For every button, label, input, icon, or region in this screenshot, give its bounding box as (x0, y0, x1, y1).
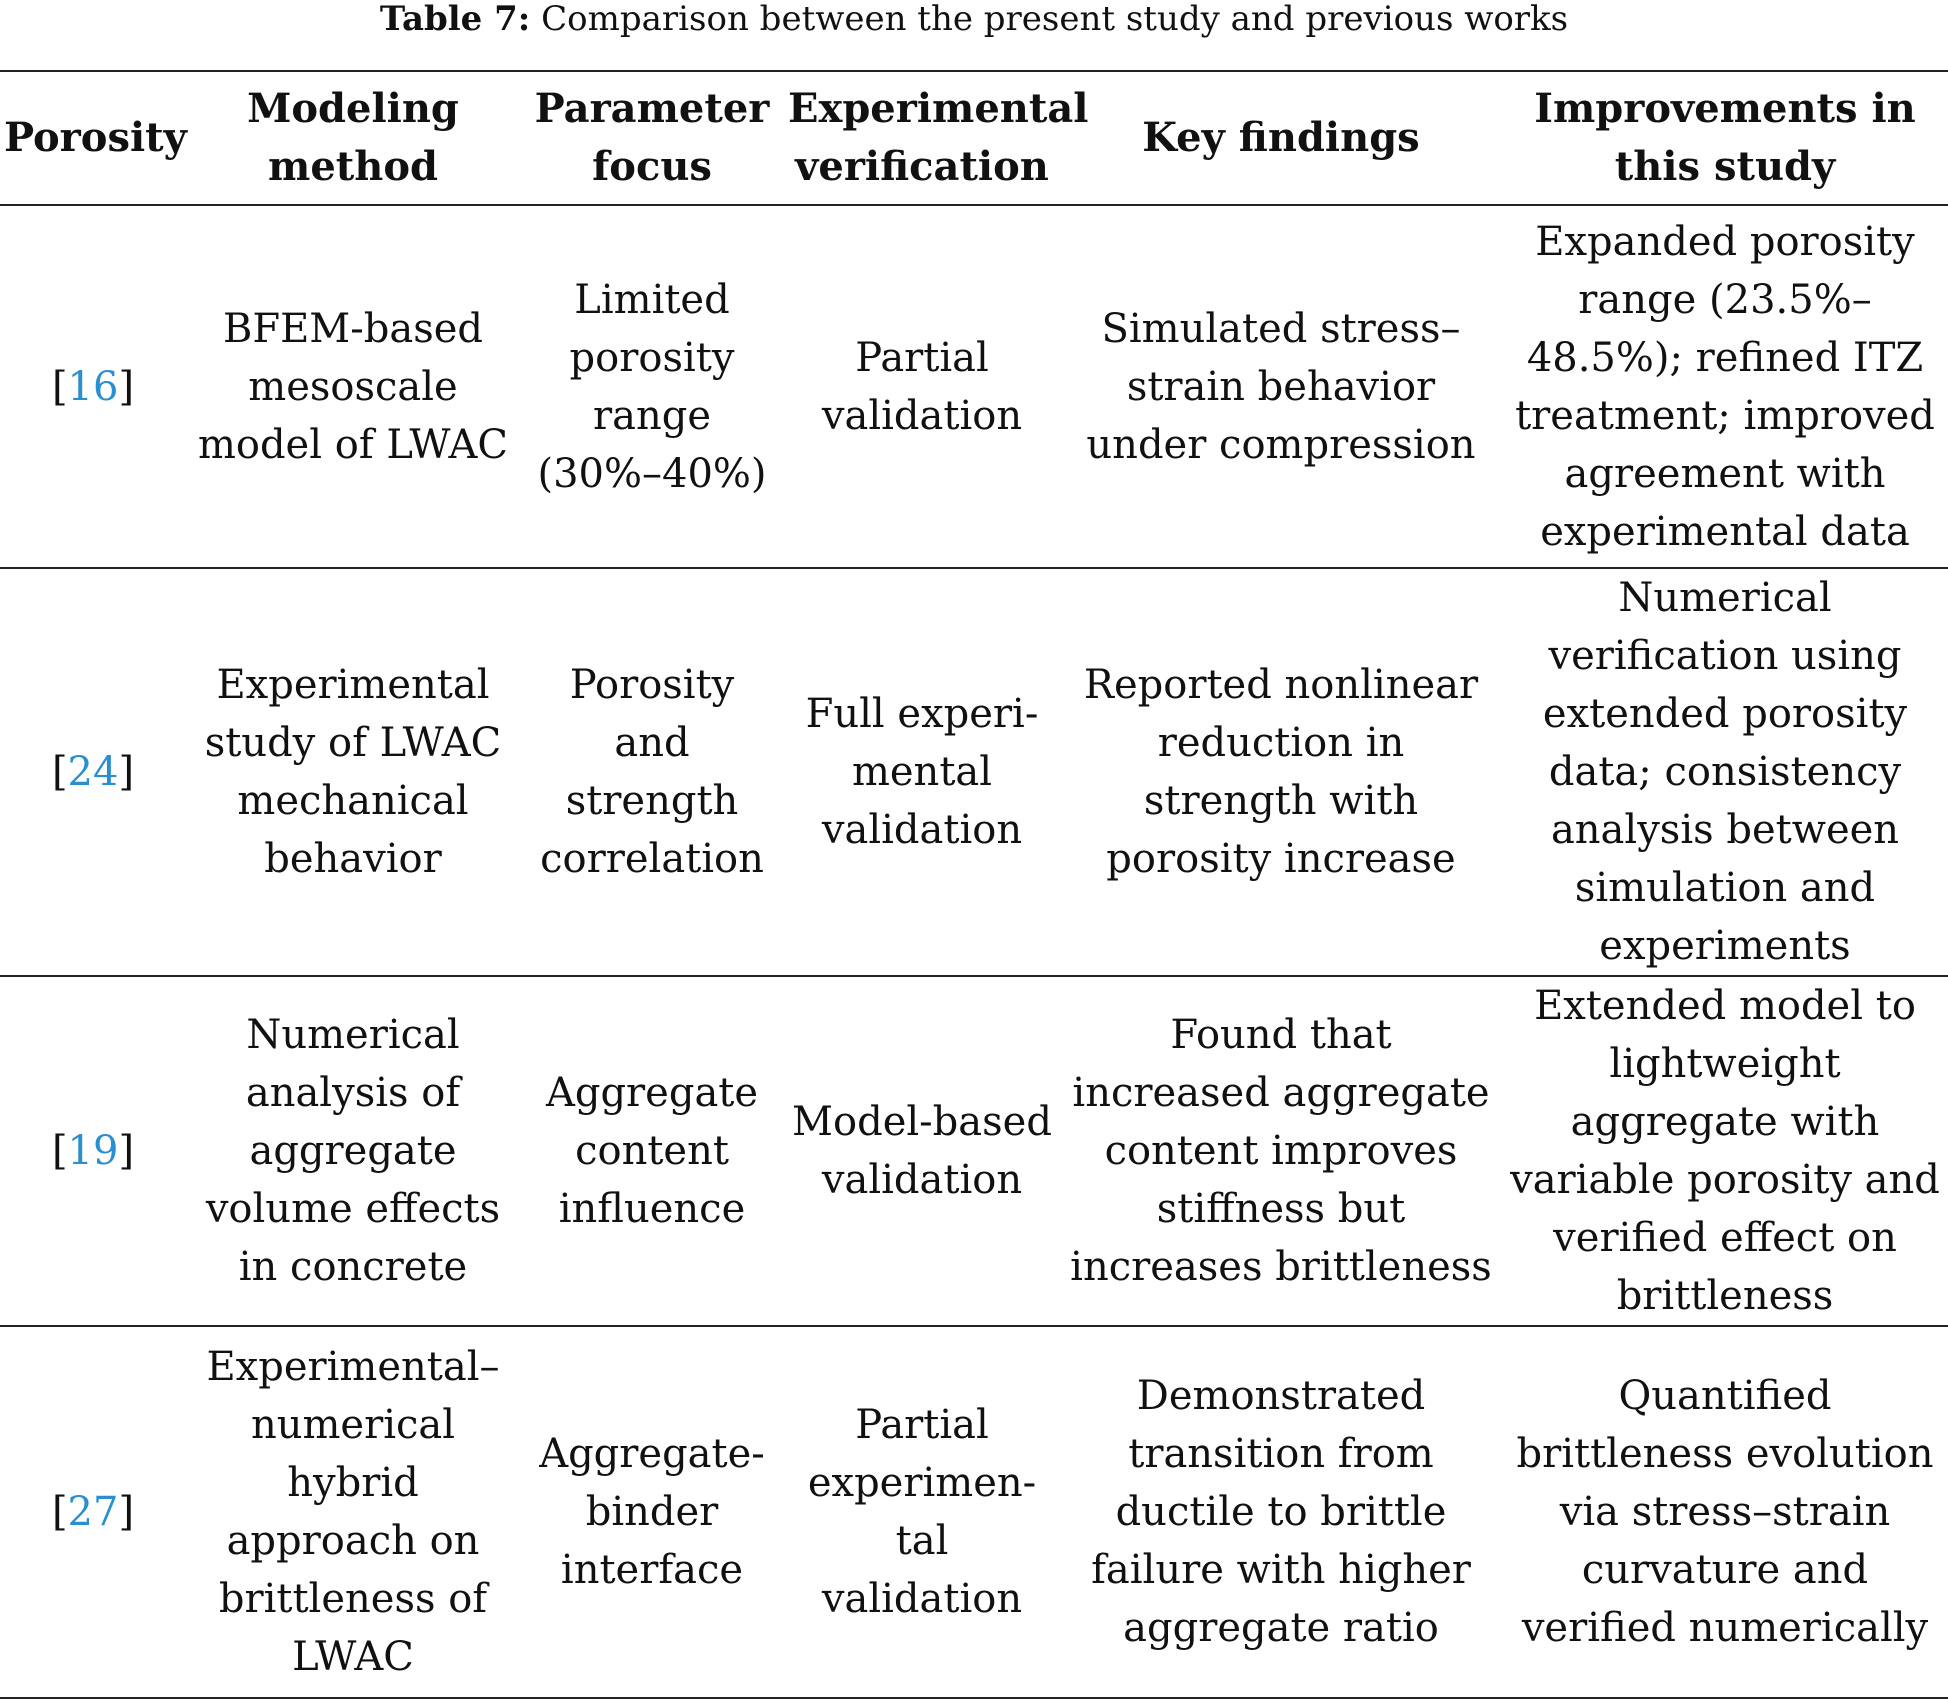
header-porosity: Porosity (4, 114, 187, 161)
table-row (0, 1326, 1948, 1698)
reference-link[interactable]: 24 (67, 749, 119, 795)
cell-improvements: Quantified brittleness evolution via stress–strain curvature and verified numerically (1516, 1373, 1934, 1651)
cell-parameter-focus: Porosity and strength correlation (540, 662, 764, 882)
cell-improvements: Numerical verification using extended porosity data; consistency analysis between simulation and experiments (1542, 575, 1908, 969)
cell-key-findings: Reported nonlinear reduction in strength with porosity increase (1083, 662, 1479, 882)
header-parameter-focus: Parameter focus (534, 85, 770, 190)
header-key-findings: Key findings (1142, 114, 1420, 161)
cell-verification: Full experi-mental validation (805, 691, 1039, 853)
comparison-table (0, 70, 1948, 1699)
cell-reference: [24] (51, 749, 135, 795)
cell-improvements: Expanded porosity range (23.5%–48.5%); refined ITZ treatment; improved agreement with experimental data (1515, 218, 1935, 555)
table-row (0, 568, 1948, 976)
cell-modeling-method: BFEM-based mesoscale model of LWAC (197, 305, 509, 468)
cell-modeling-method: Experimental–numerical hybrid approach on brittleness of LWAC (206, 1344, 500, 1680)
cell-reference: [19] (51, 1128, 135, 1174)
caption-label: Table 7: (379, 0, 531, 39)
cell-parameter-focus: Aggregate content influence (545, 1070, 759, 1232)
cell-parameter-focus: Aggregate-binder interface (539, 1431, 765, 1593)
reference-link[interactable]: 16 (67, 363, 119, 410)
cell-verification: Model-based validation (792, 1099, 1052, 1203)
cell-modeling-method: Experimental study of LWAC mechanical behavior (204, 662, 502, 882)
cell-key-findings: Simulated stress–strain behavior under compression (1086, 305, 1476, 468)
cell-improvements: Extended model to lightweight aggregate with variable porosity and verified effect on brittleness (1510, 983, 1940, 1319)
caption-text: Comparison between the present study and previous works (530, 0, 1569, 39)
table-caption (0, 0, 1948, 40)
cell-verification: Partial validation (821, 334, 1023, 439)
header-experimental-verification: Experimental verification (788, 85, 1089, 190)
cell-parameter-focus: Limited porosity range (30%–40%) (537, 276, 767, 497)
cell-verification: Partial experimen-tal validation (807, 1402, 1037, 1622)
header-row (0, 71, 1948, 205)
cell-reference: [27] (51, 1489, 135, 1535)
cell-key-findings: Demonstrated transition from ductile to brittle failure with higher aggregate ratio (1091, 1373, 1471, 1651)
reference-link[interactable]: 27 (67, 1489, 119, 1535)
table-row (0, 205, 1948, 568)
reference-link[interactable]: 19 (67, 1128, 119, 1174)
cell-reference: [16] (51, 363, 135, 410)
cell-modeling-method: Numerical analysis of aggregate volume effects in concrete (205, 1012, 501, 1290)
cell-key-findings: Found that increased aggregate content improves stiffness but increases brittleness (1070, 1012, 1492, 1290)
header-improvements: Improvements in this study (1534, 85, 1916, 190)
header-modeling-method: Modeling method (247, 85, 459, 190)
table-row (0, 976, 1948, 1326)
